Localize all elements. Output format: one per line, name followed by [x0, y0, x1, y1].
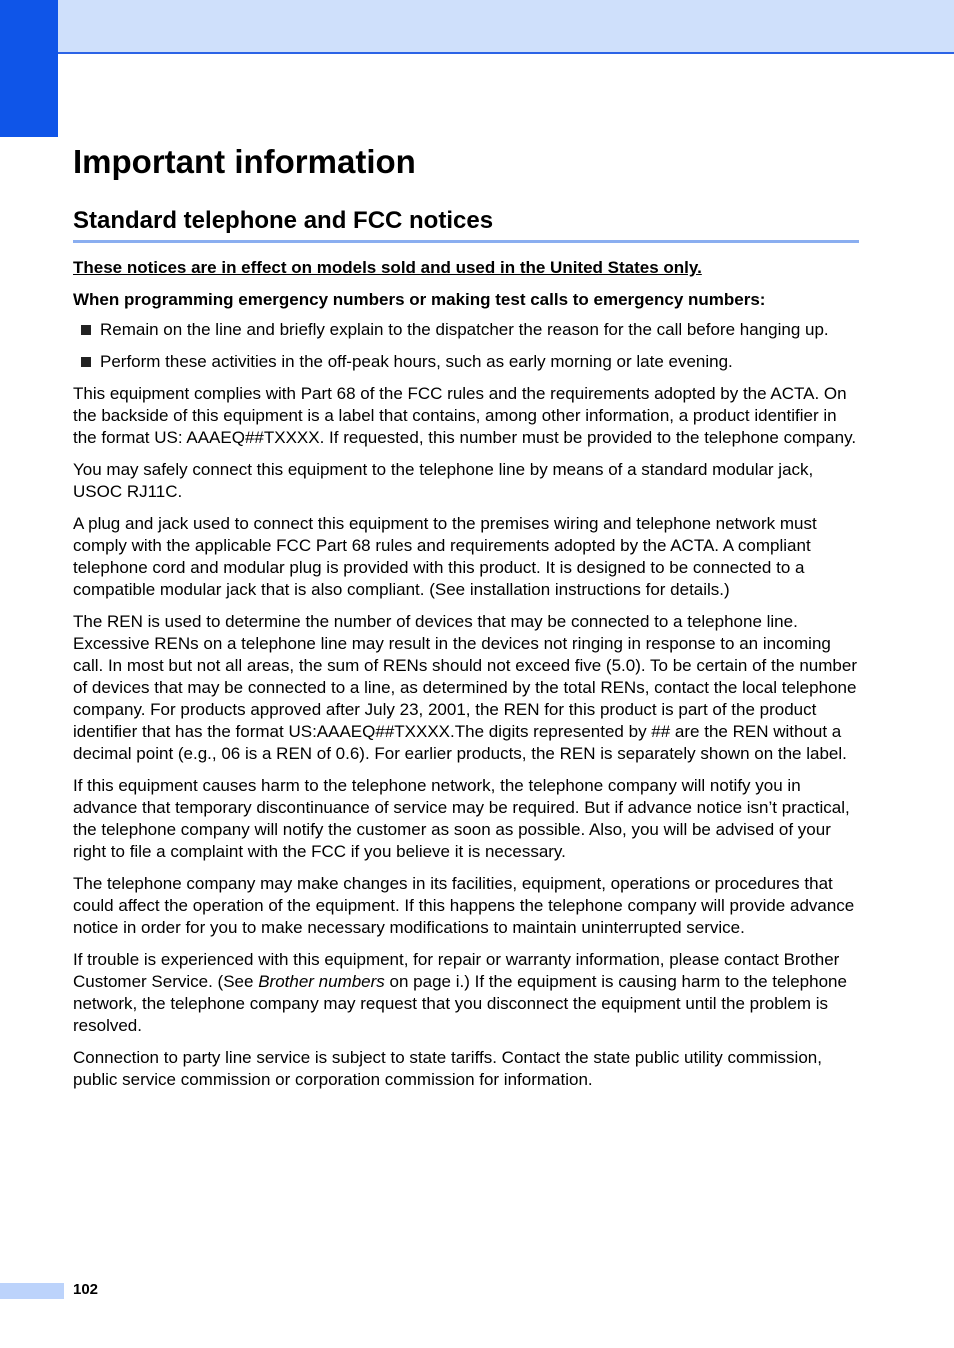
trouble-text-after: on page i.) If the equipment is causing harm to the telephone network, the telephone company may request that you disconnect the equipment until the problem is resolved. — [73, 972, 847, 1035]
trouble-text-before: If trouble is experienced with this equipment, for repair or warranty information, please contact Brother Customer Service. (See — [73, 950, 840, 991]
bullet-text: Perform these activities in the off-peak hours, such as early morning or late evening. — [100, 352, 733, 371]
bullet-text: Remain on the line and briefly explain to the dispatcher the reason for the call before hanging up. — [100, 320, 829, 339]
bullet-item — [73, 351, 859, 373]
paragraph-fcc-part68: This equipment complies with Part 68 of the FCC rules and the requirements adopted by the ACTA. On the backside of this equipment is a label that contains, among other information, a product identifier in the format US: AAAEQ##TXXXX. If requested, this number must be provided to the telephone company. — [73, 384, 857, 447]
paragraph-ren: The REN is used to determine the number of devices that may be connected to a telephone line. Excessive RENs on a telephone line may result in the devices not ringing in response to an incoming call. In most but not all areas, the sum of RENs should not exceed five (5.0). To be certain of the number of devices that may be connected to a line, as determined by the total RENs, contact the local telephone company. For products approved after July 23, 2001, the REN for this product is part of the product identifier that has the format US:AAAEQ##TXXXX.The digits represented by ## are the REN without a decimal point (e.g., 06 is a REN of 0.6). For earlier products, the REN is separately shown on the label. — [73, 612, 857, 763]
paragraph-modular-jack: You may safely connect this equipment to the telephone line by means of a standard modular jack, USOC RJ11C. — [73, 460, 814, 501]
emergency-bullet-list — [73, 319, 859, 373]
page-number: 102 — [73, 1281, 99, 1298]
brother-numbers-reference: Brother numbers — [258, 972, 385, 991]
bullet-item — [73, 319, 859, 341]
page-content — [73, 140, 859, 1101]
paragraph-plug-jack: A plug and jack used to connect this equipment to the premises wiring and telephone network must comply with the applicable FCC Part 68 rules and requirements adopted by the ACTA. A compliant telephone cord and modular plug is provided with this product. It is designed to be connected to a compatible modular jack that is also compliant. (See installation instructions for details.) — [73, 514, 817, 599]
paragraph-company-changes: The telephone company may make changes in its facilities, equipment, operations or procedures that could affect the operation of the equipment. If this happens the telephone company will provide advance notice in order for you to make necessary modifications to maintain uninterrupted service. — [73, 874, 855, 937]
header-band — [0, 0, 954, 54]
paragraph-party-line: Connection to party line service is subject to state tariffs. Contact the state public utility commission, public service commission or corporation commission for information. — [73, 1048, 822, 1089]
section-title: Standard telephone and FCC notices — [73, 206, 859, 243]
chapter-tab — [0, 0, 58, 137]
emergency-heading: When programming emergency numbers or making test calls to emergency numbers: — [73, 290, 766, 309]
us-only-notice: These notices are in effect on models sold and used in the United States only. — [73, 258, 702, 277]
paragraph-trouble — [73, 949, 859, 1037]
page-title: Important information — [73, 143, 416, 180]
paragraph-network-harm: If this equipment causes harm to the telephone network, the telephone company will notify you in advance that temporary discontinuance of service may be required. But if advance notice isn’t practical, the telephone company will notify the customer as soon as possible. Also, you will be advised of your right to file a complaint with the FCC if you believe it is necessary. — [73, 776, 850, 861]
footer-bar — [0, 1283, 64, 1299]
square-bullet-icon — [81, 325, 91, 335]
square-bullet-icon — [81, 357, 91, 367]
